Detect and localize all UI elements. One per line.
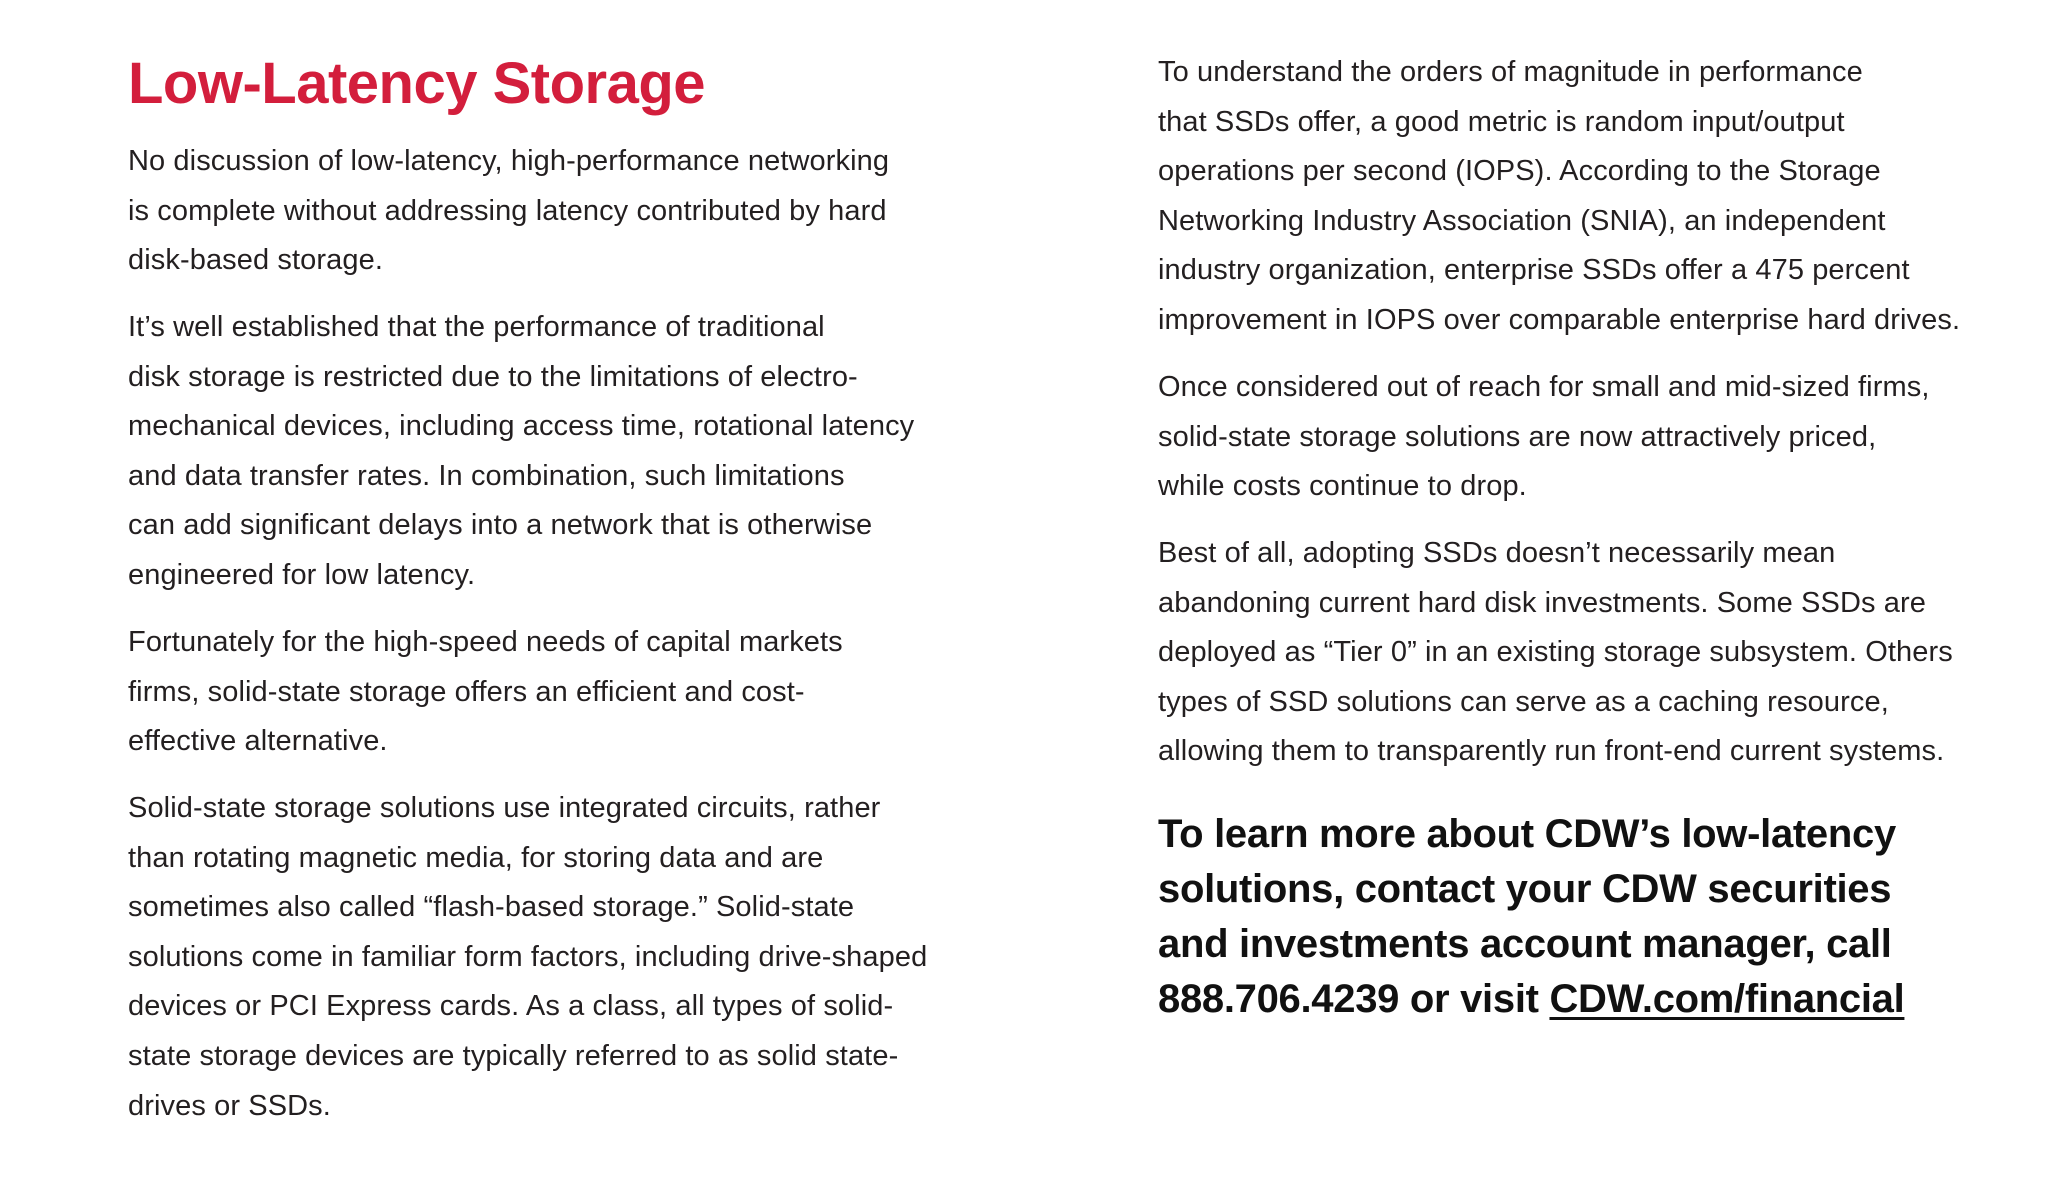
cdw-financial-link[interactable]: CDW.com/financial	[1549, 977, 1905, 1021]
text-line: deployed as “Tier 0” in an existing storage subsystem. Others	[1158, 636, 1953, 669]
cta-line: To learn more about CDW’s low-latency	[1158, 812, 1896, 856]
text-line: To understand the orders of magnitude in performance	[1158, 56, 1863, 88]
text-line: is complete without addressing latency contributed by hard	[128, 194, 887, 227]
text-line: drives or SSDs.	[128, 1089, 331, 1122]
text-line: No discussion of low-latency, high-performance networking	[128, 145, 890, 177]
paragraph	[128, 784, 927, 1131]
text-line: solid-state storage solutions are now attractively priced,	[1158, 420, 1877, 453]
text-line: Best of all, adopting SSDs doesn’t necessarily mean	[1158, 537, 1836, 569]
text-line: Solid-state storage solutions use integrated circuits, rather	[128, 792, 881, 824]
paragraph	[1158, 529, 1953, 777]
text-line: disk storage is restricted due to the limitations of electro-	[128, 360, 858, 393]
paragraph	[128, 137, 889, 286]
text-line: abandoning current hard disk investments. Some SSDs are	[1158, 586, 1926, 619]
cta-line: solutions, contact your CDW securities	[1158, 867, 1892, 911]
text-line: solutions come in familiar form factors, including drive-shaped	[128, 940, 928, 973]
cta-line-last	[1158, 972, 1904, 1027]
text-line: allowing them to transparently run front-end current systems.	[1158, 735, 1945, 768]
text-line: improvement in IOPS over comparable enterprise hard drives.	[1158, 303, 1961, 336]
text-line: sometimes also called “flash-based storage.” Solid-state	[128, 891, 855, 924]
text-line: than rotating magnetic media, for storing data and are	[128, 841, 824, 874]
text-line: effective alternative.	[128, 725, 388, 758]
call-to-action	[1158, 807, 1904, 1027]
text-line: and data transfer rates. In combination, such limitations	[128, 459, 845, 492]
text-line: while costs continue to drop.	[1158, 470, 1527, 503]
text-line: devices or PCI Express cards. As a class, all types of solid-	[128, 990, 894, 1023]
text-line: operations per second (IOPS). According to the Storage	[1158, 155, 1881, 188]
cta-phone-text: 888.706.4239 or visit	[1158, 977, 1550, 1021]
paragraph	[128, 303, 914, 601]
paragraph	[1158, 363, 1930, 512]
page-title: Low-Latency Storage	[128, 51, 706, 116]
text-line: that SSDs offer, a good metric is random input/output	[1158, 105, 1845, 138]
text-line: It’s well established that the performance of traditional	[128, 311, 825, 343]
paragraph	[1158, 48, 1960, 346]
text-line: engineered for low latency.	[128, 558, 476, 591]
text-line: disk-based storage.	[128, 244, 383, 277]
text-line: Networking Industry Association (SNIA), an independent	[1158, 204, 1886, 237]
cta-line: and investments account manager, call	[1158, 922, 1892, 966]
paragraph	[128, 618, 843, 767]
text-line: Once considered out of reach for small and mid-sized firms,	[1158, 371, 1930, 403]
text-line: state storage devices are typically referred to as solid state-	[128, 1039, 899, 1072]
text-line: can add significant delays into a network that is otherwise	[128, 509, 873, 542]
text-line: industry organization, enterprise SSDs offer a 475 percent	[1158, 254, 1910, 287]
text-line: mechanical devices, including access time, rotational latency	[128, 410, 915, 443]
text-line: firms, solid-state storage offers an efficient and cost-	[128, 675, 805, 708]
text-line: types of SSD solutions can serve as a caching resource,	[1158, 685, 1889, 718]
text-line: Fortunately for the high-speed needs of capital markets	[128, 626, 843, 658]
